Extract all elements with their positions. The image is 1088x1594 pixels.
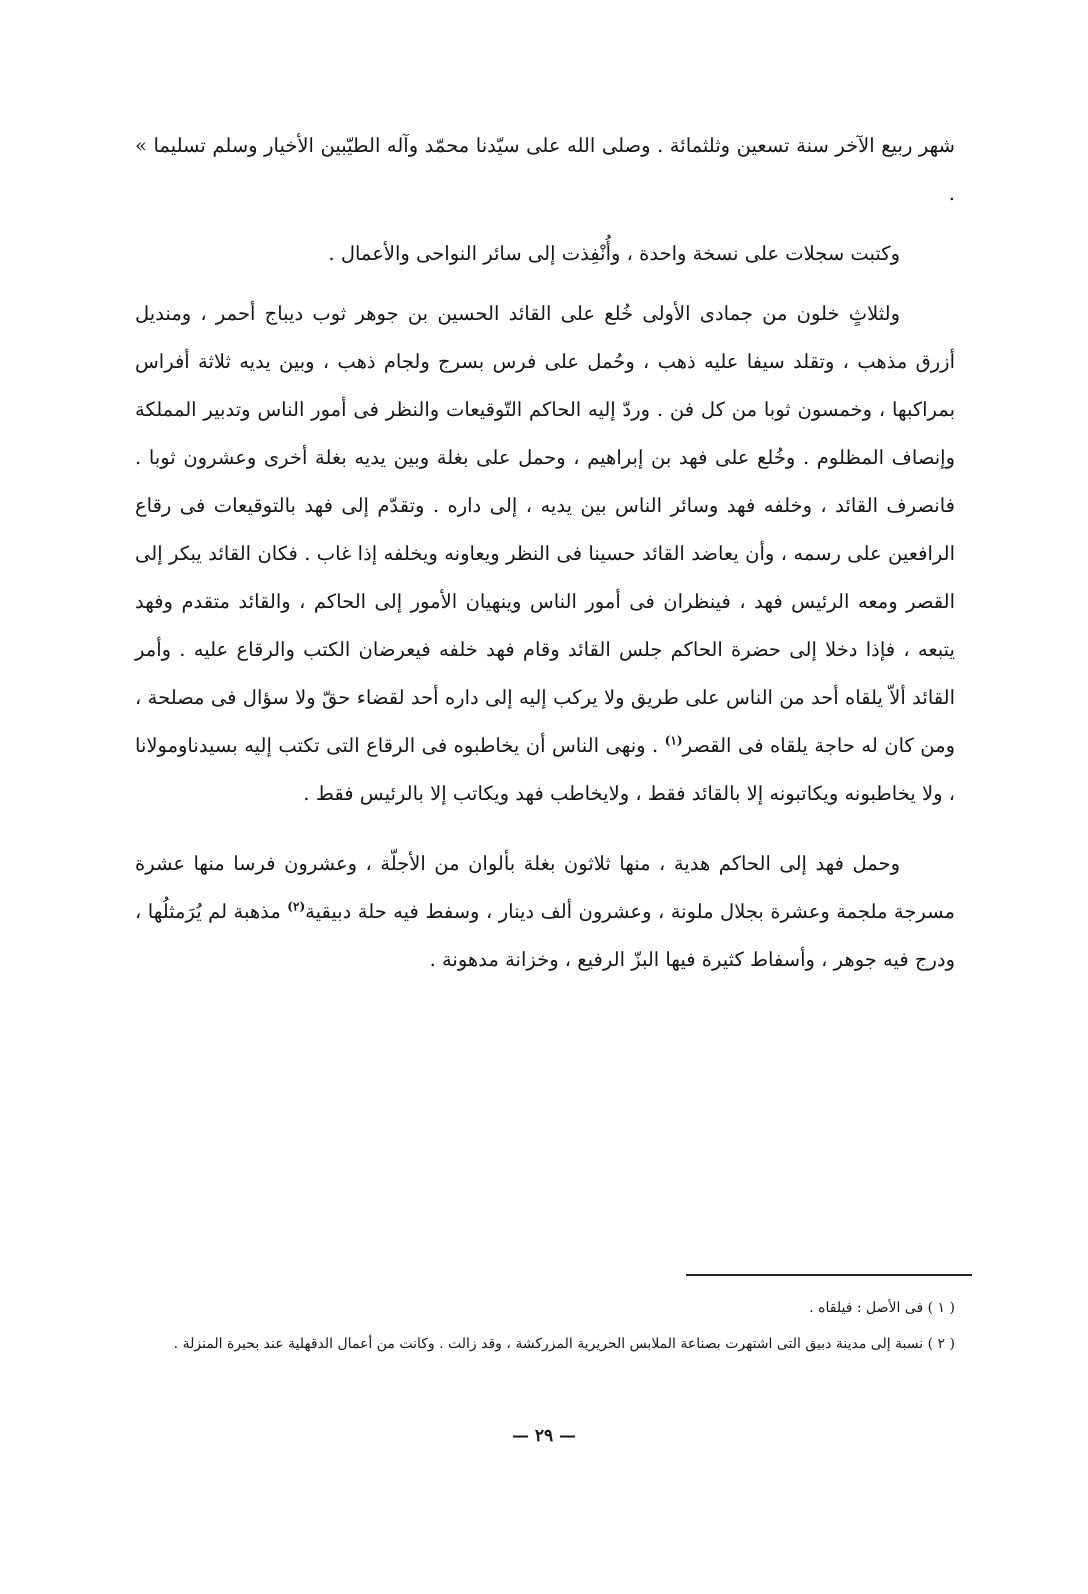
paragraph-3 (135, 290, 955, 818)
paragraph-2 (135, 230, 955, 278)
footnote-ref-2: (٢) (287, 899, 306, 914)
main-text (135, 122, 955, 984)
footnote-divider (686, 1274, 972, 1276)
paragraph-3-text-a: ولثلاثٍ خلون من جمادى الأولى خُلع على القائد الحسين بن جوهر ثوب ديباج أحمر ، ومنديل أزرق مذهب ، وتقلد سيفا عليه ذهب ، وحُمل على فرس بسرج ولجام ذهب ، وبين يديه ثلاثة أفراس بمراكبها ، وخمسون ثوبا من كل فن . وردّ إليه الحاكم التّوقيعات والنظر فى أمور الناس وتدبير المملكة وإنصاف المظلوم . وخُلع على فهد بن إبراهيم ، وحمل على بغلة وبين يديه بغلة أخرى وعشرون ثوبا . فانصرف القائد ، وخلفه فهد وسائر الناس بين يديه ، إلى داره . وتقدّم إلى فهد بالتوقيعات فى رقاع الرافعين على رسمه ، وأن يعاضد القائد حسينا فى النظر ويعاونه ويخلفه إذا غاب . فكان القائد يبكر إلى القصر ومعه الرئيس فهد ، فينظران فى أمور الناس وينهيان الأمور إلى الحاكم ، والقائد متقدم وفهد يتبعه ، فإذا دخلا إلى حضرة الحاكم جلس القائد وقام فهد خلفه فيعرضان الكتب والرقاع عليه . وأمر القائد ألاّ يلقاه أحد من الناس على طريق ولا يركب إليه إلى داره أحد لقضاء حقّ ولا سؤال فى مصلحة ، ومن كان له حاجة يلقاه فى القصر (135, 302, 955, 757)
page-number: — ٢٩ — (511, 1426, 577, 1446)
paragraph-1 (135, 122, 955, 218)
footnote-ref-1: (١) (664, 733, 683, 748)
paragraph-1-text: شهر ربيع الآخر سنة تسعين وثلثمائة . وصلى الله على سيّدنا محمّد وآله الطيّبين الأخيار وسلم تسليما » . (135, 134, 955, 205)
paragraph-4-text-b: مذهبة لم يُرَمثلُها ، ودرج فيه جوهر ، وأسفاط كثيرة فيها البزّ الرفيع ، وخزانة مدهونة . (135, 900, 955, 971)
footnote-1: ( ١ ) فى الأصل : فيلقاه . (809, 1300, 955, 1316)
footnote-2: ( ٢ ) نسبة إلى مدينة دبيق التى اشتهرت بصناعة الملابس الحريرية المزركشة ، وقد زالت . وكانت من أعمال الدقهلية عند بحيرة المنزلة . (173, 1336, 955, 1352)
footnotes (135, 1290, 955, 1362)
paragraph-3-text-b: . ونهى الناس أن يخاطبوه فى الرقاع التى تكتب إليه بسيدناومولانا ، ولا يخاطبونه ويكاتبونه إلا بالقائد فقط ، ولايخاطب فهد ويكاتب إلا بالرئيس فقط . (135, 734, 955, 805)
paragraph-2-text: وكتبت سجلات على نسخة واحدة ، وأُنْفِذت إلى سائر النواحى والأعمال . (328, 242, 900, 265)
paragraph-4-text-a: وحمل فهد إلى الحاكم هدية ، منها ثلاثون بغلة بألوان من الأجلّة ، وعشرون فرسا منها عشرة مسرجة ملجمة وعشرة بجلال ملونة ، وعشرون ألف دينار ، وسفط فيه حلة دبيقية (135, 852, 955, 923)
paragraph-4 (135, 840, 955, 984)
